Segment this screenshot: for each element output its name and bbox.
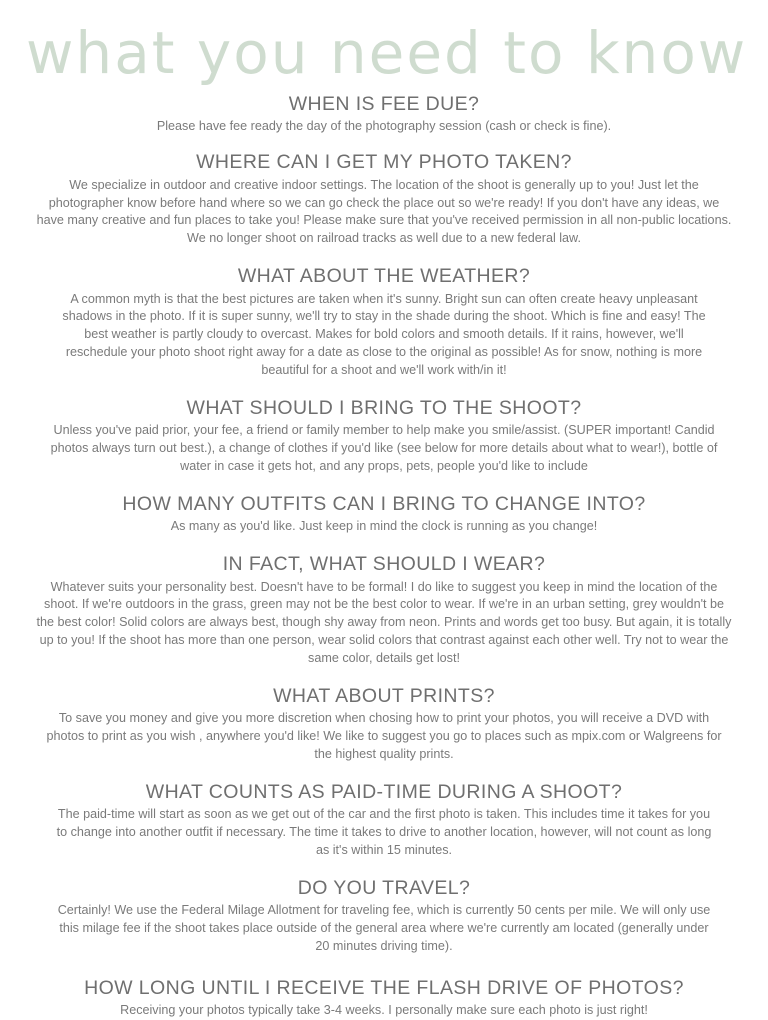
section-body: Unless you've paid prior, your fee, a friend or family member to help make you smile/assist. (SUPER important! Candid photos always turn out best.), a change of clothes if you'd like (see below for more details about what to wear!), bottle of water in case it gets hot, and any props, pets, people you'd like to include xyxy=(50,423,718,473)
section-body: Certainly! We use the Federal Milage Allotment for traveling fee, which is currently 50 cents per mile. We will only use this milage fee if the shoot takes place outside of the general area where we're currently am located (generally under 20 minutes driving time). xyxy=(57,903,711,953)
section-body: Please have fee ready the day of the photography session (cash or check is fine). xyxy=(156,119,612,134)
section-paid-time xyxy=(26,780,742,860)
section-body: As many as you'd like. Just keep in mind the clock is running as you change! xyxy=(170,519,598,534)
section-heading: HOW MANY OUTFITS CAN I BRING TO CHANGE INTO? xyxy=(122,492,646,515)
section-body: The paid-time will start as soon as we get out of the car and the first photo is taken. This includes time it takes for you to change into another outfit if necessary. The time it takes to drive to another location, however, will not count as long as it's within 15 minutes. xyxy=(56,807,712,857)
section-heading: DO YOU TRAVEL? xyxy=(297,876,471,899)
section-body: To save you money and give you more discretion when chosing how to print your photos, you will receive a DVD with photos to print as you wish , anywhere you'd like! We like to suggest you go to places such as mpix.com or Walgreens for the highest quality prints. xyxy=(46,711,722,761)
section-prints xyxy=(26,684,742,764)
section-body: Whatever suits your personality best. Doesn't have to be formal! I do like to suggest you keep in mind the location of the shoot. If we're outdoors in the grass, green may not be the best color to wear. If we're in an urban setting, grey wouldn't be the best color! Solid colors are always best, though shy away from neon. Prints and words get too busy. But again, it is totally up to you! If the shoot has more than one person, wear solid colors that contrast against each other well. Try not to wear the same color, details get lost! xyxy=(36,579,732,665)
section-heading: WHEN IS FEE DUE? xyxy=(288,93,480,115)
section-heading: HOW LONG UNTIL I RECEIVE THE FLASH DRIVE OF PHOTOS? xyxy=(84,976,684,999)
section-heading: IN FACT, WHAT SHOULD I WEAR? xyxy=(222,553,546,576)
section-body: Receiving your photos typically take 3-4 weeks. I personally make sure each photo is just right! xyxy=(120,1003,648,1018)
section-travel xyxy=(26,876,742,956)
section-what-to-wear xyxy=(26,552,742,668)
section-heading: WHERE CAN I GET MY PHOTO TAKEN? xyxy=(196,151,572,174)
section-heading: WHAT COUNTS AS PAID-TIME DURING A SHOOT? xyxy=(145,780,623,803)
section-when-is-fee-due xyxy=(26,92,742,136)
section-outfits xyxy=(26,492,742,536)
section-heading: WHAT SHOULD I BRING TO THE SHOOT? xyxy=(186,396,582,419)
section-body: A common myth is that the best pictures are taken when it's sunny. Bright sun can often create heavy unpleasant shadows in the photo. If it is super sunny, we'll try to stay in the shade during the shoot. Which is fine and easy! The best weather is partly cloudy to overcast. Makes for bold colors and smooth details. If it rains, however, we'll reschedule your photo shoot right away for a date as close to the original as possible! As for snow, nothing is more beautiful for a shoot and we'll work with/in it! xyxy=(62,291,706,377)
page-title: what you need to know xyxy=(26,19,748,87)
section-heading: WHAT ABOUT PRINTS? xyxy=(273,684,495,707)
section-weather xyxy=(26,264,742,380)
section-what-to-bring xyxy=(26,396,742,476)
section-flash-drive xyxy=(26,976,742,1020)
section-heading: WHAT ABOUT THE WEATHER? xyxy=(237,265,531,288)
section-body: We specialize in outdoor and creative indoor settings. The location of the shoot is generally up to you! Just let the photographer know before hand where so we can go check the place out so we're ready! If you don't have any ideas, we have many creative and fun places to take you! Please make sure that you've received permission in all non-public locations. We no longer shoot on railroad tracks as well due to a new federal law. xyxy=(36,177,732,246)
section-where-photo-taken xyxy=(26,150,742,248)
